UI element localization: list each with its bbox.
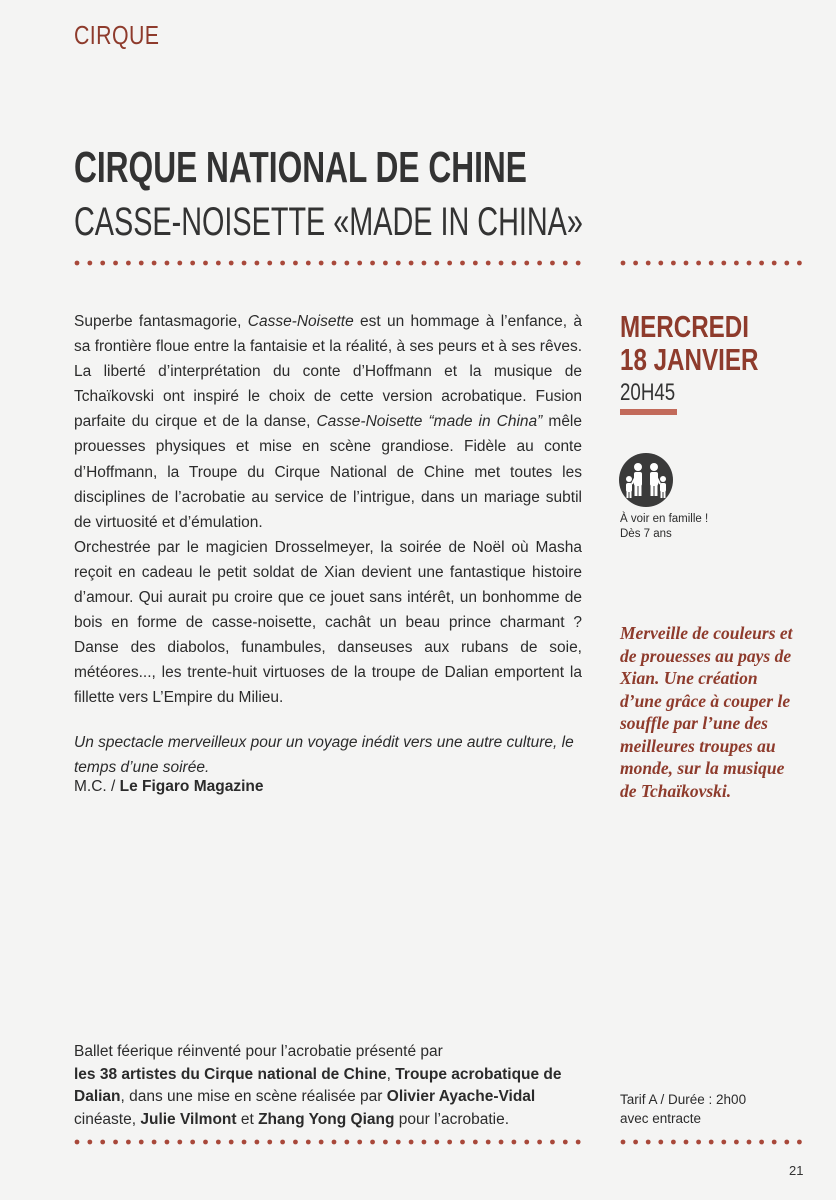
divider-dot <box>576 1140 581 1145</box>
dotted-divider-side-bottom <box>620 1139 802 1145</box>
divider-dot <box>784 1140 789 1145</box>
family-notice-line1: À voir en famille ! <box>620 513 709 525</box>
divider-dot <box>344 1140 349 1145</box>
divider-dot <box>422 261 427 266</box>
divider-dot <box>633 1140 638 1145</box>
press-quote: Un spectacle merveilleux pour un voyage inédit vers une autre culture, le temps d’une soirée. <box>74 734 574 776</box>
divider-dot <box>229 261 234 266</box>
divider-dot <box>267 261 272 266</box>
divider-dot <box>126 1140 131 1145</box>
divider-dot <box>434 261 439 266</box>
press-quote-credit: M.C. / Le Figaro Magazine <box>74 778 264 795</box>
divider-dot <box>721 261 726 266</box>
divider-dot <box>75 261 80 266</box>
page-number: 21 <box>789 1163 804 1178</box>
divider-dot <box>709 261 714 266</box>
divider-dot <box>524 261 529 266</box>
divider-dot <box>332 1140 337 1145</box>
divider-dot <box>447 261 452 266</box>
paragraph-1: Superbe fantasmagorie, Casse-Noisette est un hommage à l’enfance, à sa frontière floue entre la fantaisie et la réalité, à ses peurs et à ses rêves. La liberté d’interprétation du conte d’Hoffmann et la musique de Tchaïkovski ont inspiré le choix de cette version acrobatique. Fusion parfaite du cirque et de la danse, Casse-Noisette “made in China” mêle prouesses physiques et mise en scène grandiose. Fidèle au conte d’Hoffmann, la Troupe du Cirque National de Chine met toutes les disciplines de l’acrobatie au service de l’intrigue, dans un mariage subtil de virtuosité et d’émulation. <box>74 313 583 531</box>
time-underline <box>620 409 677 415</box>
divider-dot <box>152 261 157 266</box>
divider-dot <box>550 1140 555 1145</box>
divider-dot <box>696 261 701 266</box>
divider-dot <box>721 1140 726 1145</box>
divider-dot <box>344 261 349 266</box>
divider-dot <box>332 261 337 266</box>
divider-dot <box>550 261 555 266</box>
article-body <box>74 309 582 711</box>
divider-dot <box>576 261 581 266</box>
divider-dot <box>87 261 92 266</box>
divider-dot <box>633 261 638 266</box>
divider-dot <box>684 1140 689 1145</box>
family-icon <box>618 452 674 508</box>
divider-dot <box>797 261 802 266</box>
divider-dot <box>396 1140 401 1145</box>
pricing-line1: Tarif A / Durée : 2h00 <box>620 1092 747 1107</box>
divider-dot <box>784 261 789 266</box>
divider-dot <box>280 1140 285 1145</box>
divider-dot <box>255 261 260 266</box>
divider-dot <box>216 1140 221 1145</box>
pricing-line2: avec entracte <box>620 1111 702 1126</box>
family-notice-line2: Dès 7 ans <box>620 528 672 540</box>
divider-dot <box>306 261 311 266</box>
divider-dot <box>280 261 285 266</box>
divider-dot <box>255 1140 260 1145</box>
divider-dot <box>306 1140 311 1145</box>
divider-dot <box>319 1140 324 1145</box>
divider-dot <box>734 261 739 266</box>
divider-dot <box>671 261 676 266</box>
divider-dot <box>383 261 388 266</box>
divider-dot <box>486 261 491 266</box>
divider-dot <box>473 261 478 266</box>
production-credits: Ballet féerique réinventé pour l’acrobatie présenté par les 38 artistes du Cirque national de Chine, Troupe acrobatique de Dalian, dans une mise en scène réalisée par Olivier Ayache-Vidal cinéaste, Julie Vilmont et Zhang Yong Qiang pour l’acrobatie. <box>74 1043 562 1128</box>
divider-dot <box>563 261 568 266</box>
divider-dot <box>460 261 465 266</box>
divider-dot <box>190 1140 195 1145</box>
divider-dot <box>499 261 504 266</box>
divider-dot <box>537 261 542 266</box>
event-day-date: 18 JANVIER <box>620 342 759 377</box>
divider-dot <box>512 261 517 266</box>
divider-dot <box>100 261 105 266</box>
divider-dot <box>370 261 375 266</box>
divider-dot <box>126 261 131 266</box>
divider-dot <box>267 1140 272 1145</box>
divider-dot <box>621 1140 626 1145</box>
divider-dot <box>460 1140 465 1145</box>
dotted-divider-side-top <box>620 260 802 266</box>
divider-dot <box>357 1140 362 1145</box>
event-date <box>620 310 758 376</box>
divider-dot <box>319 261 324 266</box>
divider-dot <box>621 261 626 266</box>
divider-dot <box>409 261 414 266</box>
divider-dot <box>203 1140 208 1145</box>
divider-dot <box>177 261 182 266</box>
divider-dot <box>797 1140 802 1145</box>
divider-dot <box>709 1140 714 1145</box>
divider-dot <box>747 1140 752 1145</box>
divider-dot <box>139 1140 144 1145</box>
divider-dot <box>242 261 247 266</box>
divider-dot <box>422 1140 427 1145</box>
divider-dot <box>113 1140 118 1145</box>
pricing-info <box>620 1090 746 1128</box>
section-label: CIRQUE <box>74 20 160 50</box>
divider-dot <box>671 1140 676 1145</box>
divider-dot <box>646 261 651 266</box>
paragraph-2: Orchestrée par le magicien Drosselmeyer, la soirée de Noël où Masha reçoit en cadeau le petit soldat de Xian devient une fantastique histoire d’amour. Qui aurait pu croire que ce jouet sans intérêt, un bonhomme de bois en forme de casse-noisette, cachât un beau prince charmant ? Danse des diabolos, funambules, danseuses aux rubans de soie, météores..., les trente-huit virtuoses de la troupe de Dalian emportent la fillette vers L’Empire du Milieu. <box>74 538 582 707</box>
divider-dot <box>772 1140 777 1145</box>
divider-dot <box>772 261 777 266</box>
divider-dot <box>139 261 144 266</box>
page-title: CIRQUE NATIONAL DE CHINE <box>74 143 527 192</box>
divider-dot <box>759 261 764 266</box>
divider-dot <box>434 1140 439 1145</box>
divider-dot <box>190 261 195 266</box>
divider-dot <box>75 1140 80 1145</box>
divider-dot <box>512 1140 517 1145</box>
divider-dot <box>524 1140 529 1145</box>
family-notice <box>620 512 708 542</box>
divider-dot <box>165 1140 170 1145</box>
divider-dot <box>486 1140 491 1145</box>
divider-dot <box>165 261 170 266</box>
divider-dot <box>242 1140 247 1145</box>
divider-dot <box>229 1140 234 1145</box>
page-subtitle: CASSE-NOISETTE «MADE IN CHINA» <box>74 200 583 244</box>
divider-dot <box>203 261 208 266</box>
divider-dot <box>396 261 401 266</box>
divider-dot <box>499 1140 504 1145</box>
divider-dot <box>734 1140 739 1145</box>
event-time: 20H45 <box>620 379 676 406</box>
divider-dot <box>447 1140 452 1145</box>
divider-dot <box>747 261 752 266</box>
divider-dot <box>646 1140 651 1145</box>
divider-dot <box>684 261 689 266</box>
divider-dot <box>177 1140 182 1145</box>
divider-dot <box>759 1140 764 1145</box>
divider-dot <box>87 1140 92 1145</box>
divider-dot <box>563 1140 568 1145</box>
divider-dot <box>293 261 298 266</box>
divider-dot <box>473 1140 478 1145</box>
divider-dot <box>293 1140 298 1145</box>
divider-dot <box>357 261 362 266</box>
divider-dot <box>152 1140 157 1145</box>
divider-dot <box>370 1140 375 1145</box>
divider-dot <box>113 261 118 266</box>
dotted-divider-main-bottom <box>74 1139 584 1145</box>
divider-dot <box>658 261 663 266</box>
review-blurb: Merveille de couleurs et de prouesses au pays de Xian. Une création d’une grâce à couper le souffle par l’une des meilleures troupes au monde, sur la musique de Tchaïkovski. <box>620 623 793 801</box>
dotted-divider-main-top <box>74 260 584 266</box>
divider-dot <box>537 1140 542 1145</box>
divider-dot <box>658 1140 663 1145</box>
event-day: MERCREDI <box>620 309 749 344</box>
divider-dot <box>216 261 221 266</box>
divider-dot <box>696 1140 701 1145</box>
divider-dot <box>383 1140 388 1145</box>
divider-dot <box>100 1140 105 1145</box>
divider-dot <box>409 1140 414 1145</box>
